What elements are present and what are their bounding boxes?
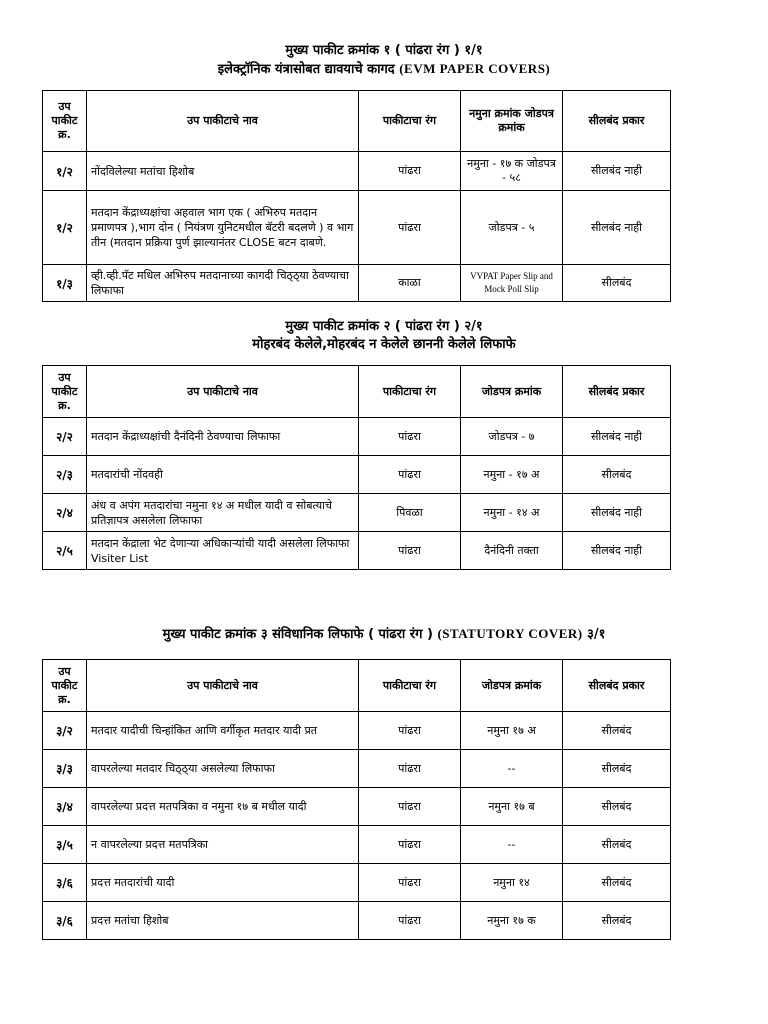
cell-name: अंध व अपंग मतदारांचा नमुना १४ अ मधील यादी व सोबत्याचे प्रतिज्ञापत्र असलेला लिफाफा [87,494,359,532]
header-seal-type: सीलबंद प्रकार [563,660,671,712]
header-seal-type: सीलबंद प्रकार [563,366,671,418]
cell-seal: सीलबंद [563,456,671,494]
section2-heading [0,318,768,354]
cell-seal: सीलबंद [563,864,671,902]
header-seal-type: सीलबंद प्रकार [563,91,671,152]
cell-form: जोडपत्र - ५ [461,191,563,265]
section3-heading [0,625,768,644]
cell-color: काळा [359,265,461,302]
section3-title-suffix: ३/१ [587,627,606,642]
table-header-row [43,366,671,418]
cell-no: १/२ [43,152,87,191]
cell-form: नमुना १४ [461,864,563,902]
cell-form: नमुना - १४ अ [461,494,563,532]
header-sub-packet-name: उप पाकीटाचे नाव [87,366,359,418]
cell-no: १/३ [43,265,87,302]
table-row [43,864,671,902]
section2-title: मुख्य पाकीट क्रमांक २ ( पांढरा रंग ) २/१ [285,319,483,334]
cell-no: ३/६ [43,902,87,940]
cell-seal: सीलबंद नाही [563,418,671,456]
header-sub-packet-no: उप पाकीट क्र. [43,366,87,418]
table-row [43,902,671,940]
cell-no: ३/४ [43,788,87,826]
header-sub-packet-no: उप पाकीट क्र. [43,660,87,712]
cell-form: जोडपत्र - ७ [461,418,563,456]
header-packet-color: पाकीटाचा रंग [359,91,461,152]
table-row [43,265,671,302]
cell-color: पांढरा [359,902,461,940]
cell-name: न वापरलेल्या प्रदत्त मतपत्रिका [87,826,359,864]
cell-form: नमुना - १७ अ [461,456,563,494]
cell-seal: सीलबंद [563,826,671,864]
cell-form: नमुना १७ ब [461,788,563,826]
cell-form: -- [461,750,563,788]
table-row [43,191,671,265]
section2-table [42,365,671,570]
cell-name: नोंदविलेल्या मतांचा हिशोब [87,152,359,191]
cell-seal: सीलबंद नाही [563,532,671,570]
cell-form: दैनंदिनी तक्ता [461,532,563,570]
section1-heading [0,42,768,79]
table-header-row [43,660,671,712]
section1-table [42,90,671,302]
header-form-no: जोडपत्र क्रमांक [461,660,563,712]
cell-form: -- [461,826,563,864]
cell-color: पांढरा [359,864,461,902]
header-form-no: जोडपत्र क्रमांक [461,366,563,418]
cell-color: पांढरा [359,191,461,265]
cell-no: ३/३ [43,750,87,788]
header-packet-color: पाकीटाचा रंग [359,660,461,712]
cell-name: वापरलेल्या प्रदत्त मतपत्रिका व नमुना १७ ब मधील यादी [87,788,359,826]
cell-name: मतदान केंद्राला भेट देणाऱ्या अधिकाऱ्यांची यादी असलेला लिफाफा Visiter List [87,532,359,570]
table-row [43,532,671,570]
cell-no: २/२ [43,418,87,456]
section1-subtitle [0,60,768,79]
cell-name: मतदान केंद्राध्यक्षांची दैनंदिनी ठेवण्याचा लिफाफा [87,418,359,456]
table-header-row [43,91,671,152]
cell-form: नमुना १७ अ [461,712,563,750]
cell-seal: सीलबंद [563,265,671,302]
section3-title-latin: (STATUTORY COVER) [437,626,583,641]
cell-color: पांढरा [359,152,461,191]
cell-name: मतदार यादीची चिन्हांकित आणि वर्गीकृत मतदार यादी प्रत [87,712,359,750]
cell-no: २/४ [43,494,87,532]
cell-seal: सीलबंद नाही [563,152,671,191]
cell-seal: सीलबंद नाही [563,191,671,265]
section2-subtitle: मोहरबंद केलेले,मोहरबंद न केलेले छाननी केलेले लिफाफे [252,337,516,352]
cell-name: प्रदत्त मतांचा हिशोब [87,902,359,940]
table-row [43,494,671,532]
cell-seal: सीलबंद [563,712,671,750]
table-row [43,712,671,750]
cell-color: पांढरा [359,750,461,788]
cell-no: २/३ [43,456,87,494]
cell-form: नमुना - १७ क जोडपत्र - ५८ [461,152,563,191]
header-sub-packet-name: उप पाकीटाचे नाव [87,91,359,152]
cell-seal: सीलबंद [563,788,671,826]
section1-subtitle-text: इलेक्ट्रॉनिक यंत्रासोबत द्यावयाचे कागद [217,62,395,77]
cell-no: ३/२ [43,712,87,750]
cell-form: VVPAT Paper Slip and Mock Poll Slip [461,265,563,302]
section3-title: मुख्य पाकीट क्रमांक ३ संविधानिक लिफाफे ( पांढरा रंग ) [162,627,433,642]
section3-table [42,659,671,940]
cell-color: पांढरा [359,532,461,570]
header-form-no: नमुना क्रमांक जोडपत्र क्रमांक [461,91,563,152]
table-row [43,456,671,494]
table-row [43,788,671,826]
cell-name: मतदारांची नोंदवही [87,456,359,494]
table-row [43,152,671,191]
cell-color: पांढरा [359,456,461,494]
cell-form: नमुना १७ क [461,902,563,940]
cell-no: ३/५ [43,826,87,864]
cell-seal: सीलबंद [563,902,671,940]
cell-name: मतदान केंद्राध्यक्षांचा अहवाल भाग एक ( अभिरुप मतदान प्रमाणपत्र ),भाग दोन ( नियंत्रण युनिटमधील बॅटरी बदलणे ) व भाग तीन (मतदान प्रक्रिया पुर्ण झाल्यानंतर CLOSE बटन दाबणे. [87,191,359,265]
table-row [43,750,671,788]
header-sub-packet-name: उप पाकीटाचे नाव [87,660,359,712]
cell-color: पांढरा [359,788,461,826]
cell-seal: सीलबंद [563,750,671,788]
section1-subtitle-latin: (EVM PAPER COVERS) [399,61,551,76]
header-sub-packet-no: उप पाकीट क्र. [43,91,87,152]
cell-color: पांढरा [359,826,461,864]
cell-color: पिवळा [359,494,461,532]
cell-name: व्ही.व्ही.पॅट मधिल अभिरुप मतदानाच्या कागदी चिठ्ठ्या ठेवण्याचा लिफाफा [87,265,359,302]
cell-no: २/५ [43,532,87,570]
cell-name: वापरलेल्या मतदार चिठ्ठ्या असलेल्या लिफाफा [87,750,359,788]
table-row [43,826,671,864]
header-packet-color: पाकीटाचा रंग [359,366,461,418]
cell-color: पांढरा [359,712,461,750]
table-row [43,418,671,456]
section1-title: मुख्य पाकीट क्रमांक १ ( पांढरा रंग ) १/१ [285,43,483,58]
cell-no: ३/६ [43,864,87,902]
cell-name: प्रदत्त मतदारांची यादी [87,864,359,902]
cell-color: पांढरा [359,418,461,456]
cell-seal: सीलबंद नाही [563,494,671,532]
cell-no: १/२ [43,191,87,265]
